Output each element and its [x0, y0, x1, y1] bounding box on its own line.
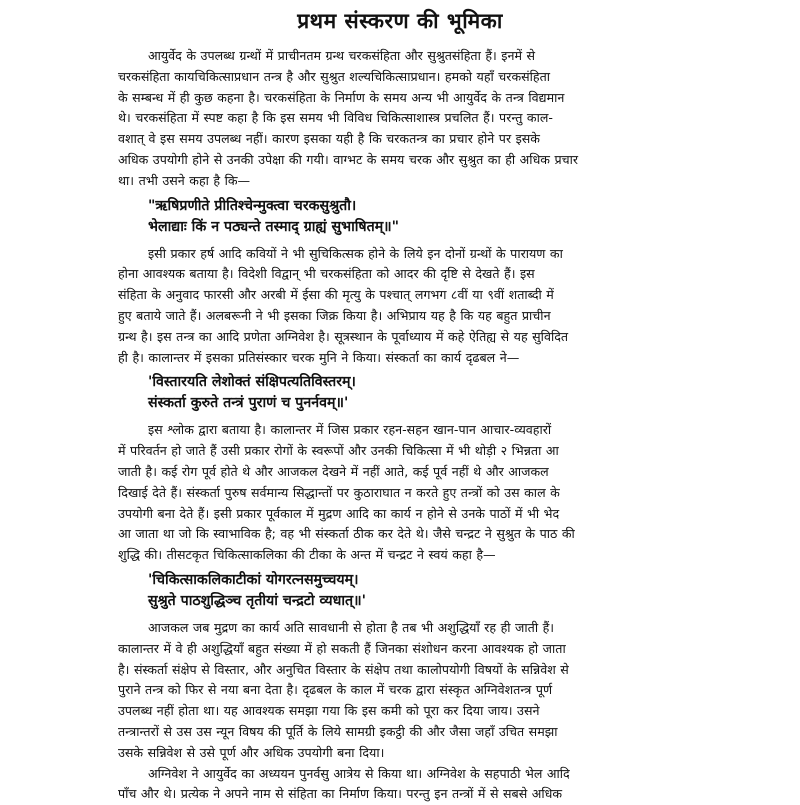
paragraph-3	[118, 420, 682, 566]
text-line: इस श्लोक द्वारा बताया है। कालान्तर में जिस प्रकार रहन-सहन खान-पान आचार-व्यवहारों	[148, 422, 552, 438]
text-line: संहिता के अनुवाद फारसी और अरबी में ईसा की मृत्यु के पश्चात् लगभग ८वीं या ९वीं शताब्दी में	[118, 287, 554, 303]
text-line: ग्रन्थ है। इस तन्त्र का आदि प्रणेता अग्निवेश है। सूत्रस्थान के पूर्वाध्याय में कहे ऐतिह्य से यह सुविदित	[118, 328, 569, 344]
verse-1	[118, 196, 682, 238]
verse-line: संस्कर्ता कुरुते तन्त्रं पुराणं च पुनर्नवम्॥'	[148, 395, 349, 412]
text-line: था। तभी उसने कहा है कि—	[118, 172, 251, 188]
text-line: हुए बताये जाते हैं। अलबरूनी ने भी इसका जिक्र किया है। अभिप्राय यह है कि यह बहुत प्राचीन	[118, 307, 551, 323]
text-line: आजकल जब मुद्रण का कार्य अति सावधानी से होता है तब भी अशुद्धियाँ रह ही जाती हैं।	[148, 619, 555, 635]
verse-line: सुश्रुते पाठशुद्धिञ्च तृतीयां चन्द्रटो व्यधात्॥'	[148, 592, 366, 609]
text-line: कालान्तर में वे ही अशुद्धियाँ बहुत संख्या में हो सकती हैं जिनका संशोधन करना आवश्यक हो जाता	[118, 640, 566, 656]
paragraph-5	[118, 764, 682, 805]
verse-line: "ऋषिप्रणीते प्रीतिश्चेन्मुक्त्वा चरकसुश्रुतौ।	[148, 197, 357, 214]
text-line: आयुर्वेद के उपलब्ध ग्रन्थों में प्राचीनतम ग्रन्थ चरकसंहिता और सुश्रुतसंहिता हैं। इनमें से	[148, 48, 536, 63]
text-line: है। संस्कर्ता संक्षेप से विस्तार, और अनुचित विस्तार के संक्षेप तथा कालोपयोगी विषयों के सन्निवेश से	[118, 661, 569, 677]
text-line: शुद्धि की। तीसटकृत चिकित्साकलिका की टीका के अन्त में चन्द्रट ने स्वयं कहा है—	[118, 547, 496, 563]
text-line: के सम्बन्ध में ही कुछ कहना है। चरकसंहिता के निर्माण के समय अन्य भी आयुर्वेद के तन्त्र विद्यमान	[118, 89, 565, 105]
text-line: जाती है। कई रोग पूर्व होते थे और आजकल देखने में नहीं आते, कई पूर्व नहीं थे और आजकल	[118, 463, 549, 479]
paragraph-4	[118, 618, 682, 764]
page-title: प्रथम संस्करण की भूमिका	[297, 9, 503, 33]
text-line: उसके सन्निवेश से उसे पूर्ण और अधिक उपयोगी बना दिया।	[118, 744, 385, 760]
text-line: पाँच और थे। प्रत्येक ने अपने नाम से संहिता का निर्माण किया। परन्तु इन तन्त्रों में से सबसे अधिक	[118, 786, 563, 802]
text-line: वशात् वे इस समय उपलब्ध नहीं। कारण इसका यही है कि चरकतन्त्र का प्रचार होने पर इसके	[118, 131, 540, 147]
paragraph-1	[118, 46, 682, 192]
text-line: उपयोगी बना देते हैं। इसी प्रकार पूर्वकाल में मुद्रण आदि का कार्य न होने से उनके पाठों में भी भेद	[118, 505, 560, 521]
text-line: अग्निवेश ने आयुर्वेद का अध्ययन पुनर्वसु आत्रेय से किया था। अग्निवेश के सहपाठी भेल आदि	[148, 765, 570, 781]
text-line: आ जाता था जो कि स्वाभाविक है; वह भी संस्कर्ता ठीक कर देते थे। जैसे चन्द्रट ने सुश्रुत के पाठ की	[118, 526, 575, 542]
verse-line: 'चिकित्साकलिकाटीकां योगरत्नसमुच्चयम्।	[148, 571, 359, 588]
paragraph-2	[118, 244, 682, 369]
text-line: ही है। कालान्तर में इसका प्रतिसंस्कार चरक मुनि ने किया। संस्कर्ता का कार्य दृढबल ने—	[118, 349, 520, 365]
text-line: चरकसंहिता कायचिकित्साप्रधान तन्त्र है और सुश्रुत शल्यचिकित्साप्रधान। हमको यहाँ चरकसंहिता	[118, 68, 551, 84]
text-line: थे। चरकसंहिता में स्पष्ट कहा है कि इस समय भी विविध चिकित्साशास्त्र प्रचलित हैं। परन्तु काल-	[118, 110, 553, 126]
verse-2	[118, 372, 682, 414]
text-line: उपलब्ध नहीं होता था। यह आवश्यक समझा गया कि इस कमी को पूरा कर दिया जाय। उसने	[118, 703, 540, 719]
text-line: पुराने तन्त्र को फिर से नया बना देता है। दृढबल के काल में चरक द्वारा संस्कृत अग्निवेशतन्त्र पूर्ण	[118, 682, 553, 698]
text-line: तन्त्रान्तरों से उस उस न्यून विषय की पूर्ति के लिये सामग्री इकट्ठी की और जैसा जहाँ उचित समझा	[118, 723, 558, 739]
text-line: दिखाई देते हैं। संस्कर्ता पुरुष सर्वमान्य सिद्धान्तों पर कुठाराघात न करते हुए तन्त्रों को उस काल के	[118, 484, 560, 500]
text-line: होना आवश्यक बताया है। विदेशी विद्वान् भी चरकसंहिता को आदर की दृष्टि से देखते हैं। इस	[118, 266, 535, 282]
text-line: अधिक उपयोगी होने से उनकी उपेक्षा की गयी। वाग्भट के समय चरक और सुश्रुत का ही अधिक प्रचार	[118, 151, 579, 167]
text-line: इसी प्रकार हर्ष आदि कवियों ने भी सुचिकित्सक होने के लिये इन दोनों ग्रन्थों के पारायण का	[148, 245, 563, 261]
verse-3	[118, 570, 682, 612]
text-line: में परिवर्तन हो जाते हैं उसी प्रकार रोगों के स्वरूपों और उनकी चिकित्सा में भी थोड़ी २ भिन्नता आ	[118, 443, 559, 459]
verse-line: 'विस्तारयति लेशोक्तं संक्षिपत्यतिविस्तरम्।	[148, 374, 356, 391]
verse-line: भेलाद्याः किं न पठ्यन्ते तस्माद् ग्राह्यं सुभाषितम्॥"	[148, 218, 400, 235]
